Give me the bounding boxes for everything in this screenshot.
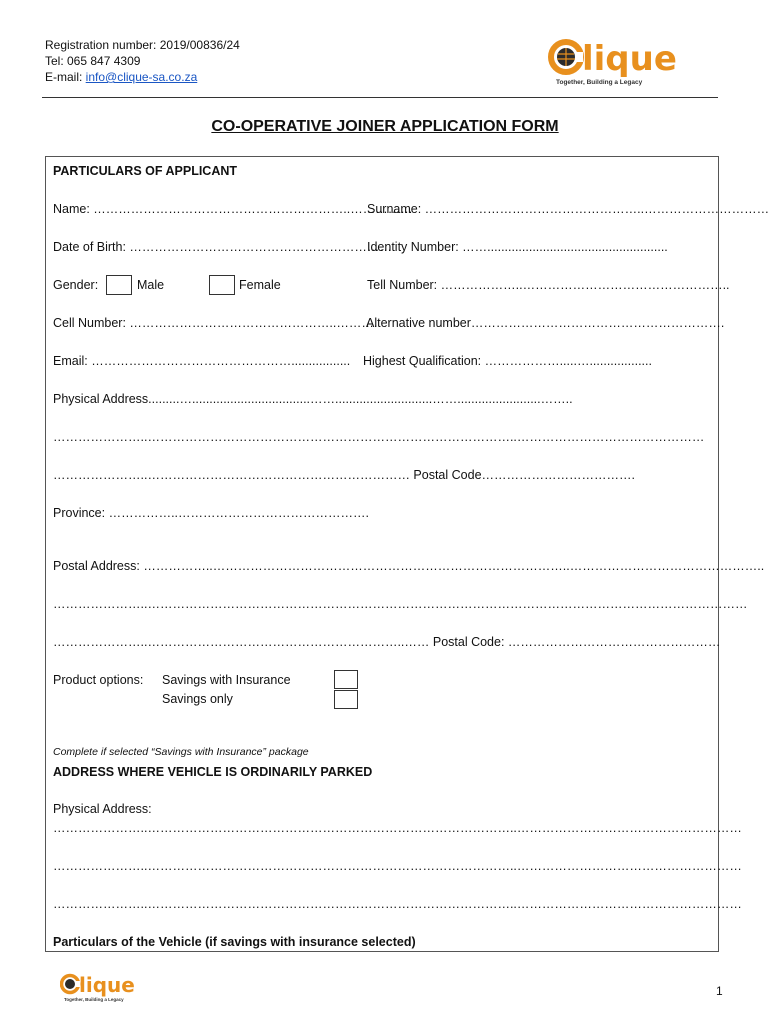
physical-address-line2[interactable]: …………………..……………………………………………………………………………..……………………………………… — [53, 430, 705, 444]
vehicle-address-line2[interactable]: …………………..……………………………………………………………………………..……………………………………………… — [53, 859, 742, 873]
postal-address-line2[interactable]: …………………..……………………………………………………………………………………………………………………………… — [53, 597, 748, 611]
gender-label: Gender: — [53, 278, 99, 292]
physical-address-field[interactable]: Physical Address.........…..................................……............................……........................…….. — [53, 392, 573, 406]
product-options-label: Product options: — [53, 673, 144, 687]
qualification-field[interactable]: Highest Qualification: ……………….....….................. — [363, 354, 652, 368]
physical-address-line3[interactable]: …………………..……………………………………………………… Postal Code………………………………. — [53, 468, 635, 482]
savings-insurance-checkbox[interactable] — [334, 670, 358, 689]
header-divider — [42, 97, 718, 98]
form-title: CO-OPERATIVE JOINER APPLICATION FORM — [211, 118, 559, 135]
province-field[interactable]: Province: ……………..………………………………………. — [53, 506, 369, 520]
female-label: Female — [239, 278, 281, 292]
email-field[interactable]: Email: …………………………………………................. — [53, 354, 351, 368]
id-number-field[interactable]: Identity Number: …….................................................... — [367, 240, 668, 254]
svg-text:lique: lique — [79, 973, 135, 997]
postal-address-field[interactable]: Postal Address: ……………..…………………………………………………………………………..……………………………………….. — [53, 559, 765, 573]
postal-address-line3[interactable]: …………………..……………………………………………………..…… Postal Code: …………………………………………… — [53, 635, 721, 649]
telephone: Tel: 065 847 4309 — [45, 54, 141, 68]
svg-text:Together, Building a Legacy: Together, Building a Legacy — [64, 997, 124, 1002]
email-line — [45, 69, 197, 85]
footer-logo-graphic — [60, 970, 160, 1004]
vehicle-address-line1[interactable]: …………………..……………………………………………………………………………..……………………………………………… — [53, 821, 742, 835]
footer-logo — [60, 970, 160, 1004]
surname-field[interactable]: Surname: ……………………………………………..………………………… — [367, 202, 770, 216]
vehicle-note: Complete if selected “Savings with Insurance” package — [53, 746, 309, 758]
male-checkbox[interactable] — [106, 275, 132, 295]
svg-text:lique: lique — [582, 39, 677, 79]
clique-logo — [548, 34, 708, 90]
email-label: E-mail: — [45, 70, 86, 84]
name-field[interactable]: Name: ……………………………………………………..…………… — [53, 202, 413, 216]
applicant-heading: PARTICULARS OF APPLICANT — [53, 164, 238, 178]
email-link[interactable]: info@clique-sa.co.za — [85, 70, 198, 84]
female-checkbox[interactable] — [209, 275, 235, 295]
cell-number-field[interactable]: Cell Number: …………………………………………..………. — [53, 316, 378, 330]
tell-number-field[interactable]: Tell Number: ………………..………………………………………….. — [367, 278, 730, 292]
vehicle-address-line3[interactable]: …………………..……………………………………………………………………………..……………………………………………… — [53, 897, 742, 911]
option-savings-insurance-label: Savings with Insurance — [162, 673, 291, 687]
vehicle-physical-address-label: Physical Address: — [53, 802, 152, 816]
svg-text:Together, Building a Legacy: Together, Building a Legacy — [556, 79, 643, 86]
page-number: 1 — [716, 984, 723, 998]
option-savings-only-label: Savings only — [162, 692, 233, 706]
savings-only-checkbox[interactable] — [334, 690, 358, 709]
registration-number: Registration number: 2019/00836/24 — [45, 38, 240, 52]
clique-logo-graphic — [548, 34, 708, 90]
vehicle-particulars-heading: Particulars of the Vehicle (if savings with insurance selected) — [53, 935, 416, 949]
alternative-number-field[interactable]: Alternative number……………………………………………………. — [366, 316, 725, 330]
vehicle-parking-heading: ADDRESS WHERE VEHICLE IS ORDINARILY PARKED — [53, 765, 373, 779]
male-label: Male — [137, 278, 165, 292]
dob-field[interactable]: Date of Birth: ……………………………………………………… — [53, 240, 392, 254]
